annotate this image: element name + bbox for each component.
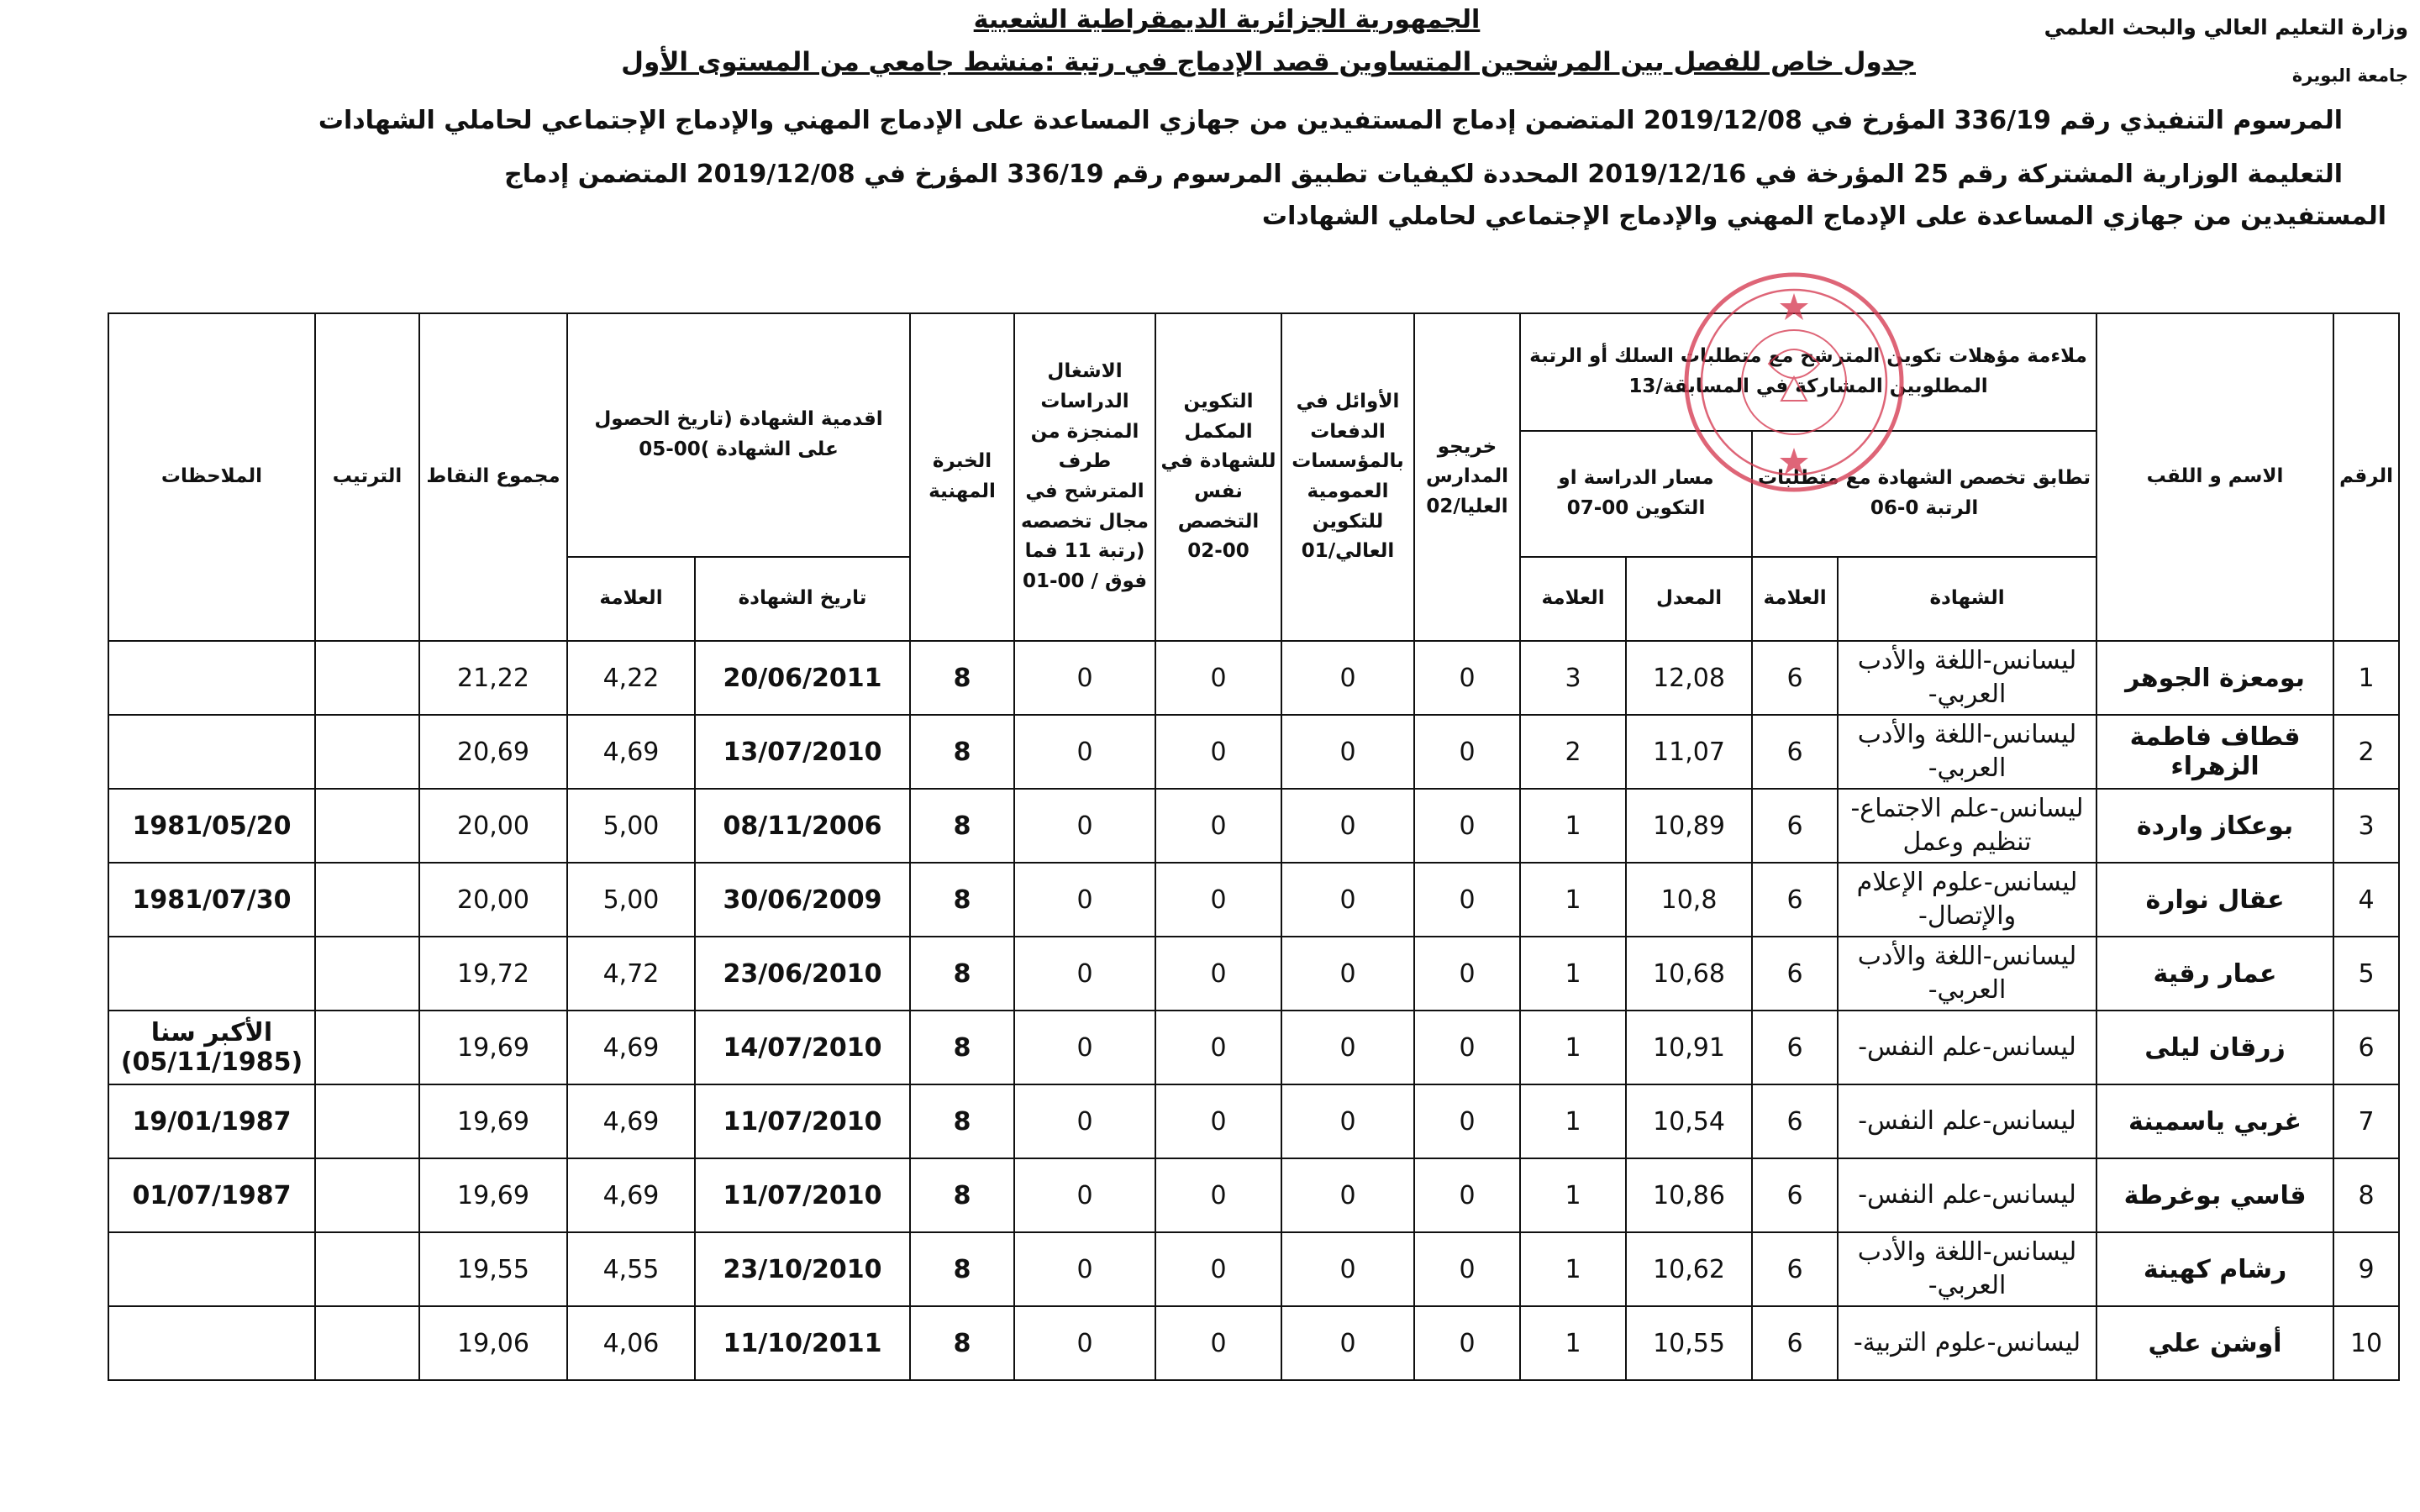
cell-seniority-score: 5,00 (567, 789, 695, 863)
cell-spec-score: 6 (1752, 863, 1838, 937)
cell-experience: 8 (910, 1232, 1014, 1306)
cell-total: 19,69 (419, 1011, 567, 1084)
cell-cert-date: 11/07/2010 (695, 1084, 910, 1158)
cell-average: 10,62 (1626, 1232, 1752, 1306)
table-row (108, 1306, 2399, 1380)
cell-certificate: ليسانس-اللغة والأدب العربي- (1838, 715, 2096, 789)
cell-notes: 19/01/1987 (108, 1084, 315, 1158)
cell-certificate: ليسانس-علم النفس- (1838, 1084, 2096, 1158)
cell-certificate: ليسانس-علم الاجتماع-تنظيم وعمل (1838, 789, 2096, 863)
cell-num: 4 (2333, 863, 2399, 937)
cell-path-score: 2 (1520, 715, 1626, 789)
cell-rank (315, 641, 419, 715)
cell-name: زرقان ليلى (2096, 1011, 2333, 1084)
cell-higher-schools: 0 (1414, 1084, 1520, 1158)
cell-total: 20,69 (419, 715, 567, 789)
table-row (108, 789, 2399, 863)
header-certificate: الشهادة (1838, 557, 2096, 641)
cell-higher-schools: 0 (1414, 1232, 1520, 1306)
cell-total: 20,00 (419, 863, 567, 937)
cell-works: 0 (1014, 1011, 1155, 1084)
cell-spec-score: 6 (1752, 641, 1838, 715)
cell-complementary: 0 (1155, 1306, 1281, 1380)
cell-total: 20,00 (419, 789, 567, 863)
cell-average: 10,91 (1626, 1011, 1752, 1084)
cell-works: 0 (1014, 789, 1155, 863)
cell-cert-date: 08/11/2006 (695, 789, 910, 863)
cell-rank (315, 1158, 419, 1232)
cell-name: بومعزة الجوهر (2096, 641, 2333, 715)
cell-complementary: 0 (1155, 641, 1281, 715)
cell-spec-score: 6 (1752, 1306, 1838, 1380)
cell-complementary: 0 (1155, 1011, 1281, 1084)
cell-higher-schools: 0 (1414, 715, 1520, 789)
cell-complementary: 0 (1155, 715, 1281, 789)
cell-seniority-score: 4,69 (567, 1011, 695, 1084)
cell-seniority-score: 4,69 (567, 1158, 695, 1232)
cell-top-graduates: 0 (1281, 937, 1414, 1011)
cell-path-score: 1 (1520, 1306, 1626, 1380)
cell-path-score: 3 (1520, 641, 1626, 715)
cell-certificate: ليسانس-اللغة والأدب العربي- (1838, 641, 2096, 715)
cell-path-score: 1 (1520, 863, 1626, 937)
cell-spec-score: 6 (1752, 1084, 1838, 1158)
table-row (108, 641, 2399, 715)
cell-top-graduates: 0 (1281, 641, 1414, 715)
cell-works: 0 (1014, 1232, 1155, 1306)
cell-top-graduates: 0 (1281, 715, 1414, 789)
cell-experience: 8 (910, 1158, 1014, 1232)
header-cert-date: تاريخ الشهادة (695, 557, 910, 641)
header-seniority-score: العلامة (567, 557, 695, 641)
cell-notes (108, 1306, 315, 1380)
cell-experience: 8 (910, 1306, 1014, 1380)
header-average: المعدل (1626, 557, 1752, 641)
cell-num: 10 (2333, 1306, 2399, 1380)
cell-works: 0 (1014, 1084, 1155, 1158)
cell-seniority-score: 4,06 (567, 1306, 695, 1380)
cell-complementary: 0 (1155, 937, 1281, 1011)
cell-higher-schools: 0 (1414, 1158, 1520, 1232)
cell-num: 5 (2333, 937, 2399, 1011)
cell-experience: 8 (910, 789, 1014, 863)
table-row (108, 1158, 2399, 1232)
cell-experience: 8 (910, 863, 1014, 937)
cell-seniority-score: 4,69 (567, 1084, 695, 1158)
cell-notes (108, 937, 315, 1011)
cell-name: عقال نوارة (2096, 863, 2333, 937)
cell-works: 0 (1014, 1158, 1155, 1232)
cell-higher-schools: 0 (1414, 937, 1520, 1011)
table-row (108, 937, 2399, 1011)
cell-certificate: ليسانس-علوم الإعلام والإتصال- (1838, 863, 2096, 937)
cell-num: 9 (2333, 1232, 2399, 1306)
cell-top-graduates: 0 (1281, 789, 1414, 863)
cell-works: 0 (1014, 715, 1155, 789)
cell-spec-score: 6 (1752, 1232, 1838, 1306)
cell-spec-score: 6 (1752, 789, 1838, 863)
cell-works: 0 (1014, 863, 1155, 937)
table-row (108, 1232, 2399, 1306)
cell-notes (108, 1232, 315, 1306)
cell-higher-schools: 0 (1414, 789, 1520, 863)
header-total: مجموع النقاط (419, 313, 567, 641)
cell-total: 19,69 (419, 1084, 567, 1158)
cell-name: قاسي بوغرطة (2096, 1158, 2333, 1232)
cell-notes: الأكبر سنا (05/11/1985) (108, 1011, 315, 1084)
cell-complementary: 0 (1155, 1232, 1281, 1306)
cell-total: 21,22 (419, 641, 567, 715)
cell-rank (315, 715, 419, 789)
cell-rank (315, 1232, 419, 1306)
cell-certificate: ليسانس-علوم التربية- (1838, 1306, 2096, 1380)
cell-average: 10,89 (1626, 789, 1752, 863)
cell-seniority-score: 5,00 (567, 863, 695, 937)
table-row (108, 1084, 2399, 1158)
cell-rank (315, 1084, 419, 1158)
cell-notes: 01/07/1987 (108, 1158, 315, 1232)
cell-complementary: 0 (1155, 789, 1281, 863)
cell-num: 3 (2333, 789, 2399, 863)
cell-top-graduates: 0 (1281, 1084, 1414, 1158)
cell-experience: 8 (910, 937, 1014, 1011)
cell-path-score: 1 (1520, 937, 1626, 1011)
cell-name: عمار رقية (2096, 937, 2333, 1011)
university-name: جامعة البويرة (2291, 66, 2408, 86)
table-row (108, 1011, 2399, 1084)
cell-num: 8 (2333, 1158, 2399, 1232)
cell-higher-schools: 0 (1414, 1306, 1520, 1380)
republic-title: الجمهورية الجزائرية الديمقراطية الشعبية (973, 5, 1481, 34)
cell-cert-date: 23/10/2010 (695, 1232, 910, 1306)
cell-complementary: 0 (1155, 1158, 1281, 1232)
cell-num: 2 (2333, 715, 2399, 789)
table-row (108, 863, 2399, 937)
cell-experience: 8 (910, 1084, 1014, 1158)
cell-path-score: 1 (1520, 789, 1626, 863)
cell-complementary: 0 (1155, 1084, 1281, 1158)
cell-name: غربي ياسمينة (2096, 1084, 2333, 1158)
cell-cert-date: 14/07/2010 (695, 1011, 910, 1084)
cell-path-score: 1 (1520, 1084, 1626, 1158)
candidates-table (108, 312, 2400, 1381)
cell-experience: 8 (910, 1011, 1014, 1084)
cell-average: 10,54 (1626, 1084, 1752, 1158)
cell-average: 10,68 (1626, 937, 1752, 1011)
cell-path-score: 1 (1520, 1158, 1626, 1232)
header-path-score: العلامة (1520, 557, 1626, 641)
cell-average: 11,07 (1626, 715, 1752, 789)
cell-num: 7 (2333, 1084, 2399, 1158)
cell-higher-schools: 0 (1414, 641, 1520, 715)
cell-top-graduates: 0 (1281, 863, 1414, 937)
cell-rank (315, 1011, 419, 1084)
ministry-name: وزارة التعليم العالي والبحث العلمي (2044, 15, 2408, 39)
cell-rank (315, 937, 419, 1011)
cell-seniority-score: 4,72 (567, 937, 695, 1011)
cell-experience: 8 (910, 641, 1014, 715)
header-experience: الخبرة المهنية (910, 313, 1014, 641)
cell-spec-score: 6 (1752, 1011, 1838, 1084)
official-seal-icon (1668, 206, 1920, 559)
cell-experience: 8 (910, 715, 1014, 789)
header-top-graduates: الأوائل في الدفعات بالمؤسسات العمومية للتكوين العالي/01 (1281, 313, 1414, 641)
header-suitability: ملاءمة مؤهلات تكوين المترشح مع متطلبات السلك أو الرتبة المطلوبين المشاركة في المسابقة/13 (1520, 313, 2096, 431)
cell-num: 1 (2333, 641, 2399, 715)
cell-cert-date: 20/06/2011 (695, 641, 910, 715)
cell-rank (315, 863, 419, 937)
table-title: جدول خاص للفصل بين المرشحين المتساوين قصد الإدماج في رتبة :منشط جامعي من المستوى الأول (621, 47, 1916, 77)
cell-total: 19,55 (419, 1232, 567, 1306)
cell-certificate: ليسانس-اللغة والأدب العربي- (1838, 1232, 2096, 1306)
cell-seniority-score: 4,69 (567, 715, 695, 789)
cell-path-score: 1 (1520, 1232, 1626, 1306)
header-seniority: اقدمية الشهادة (تاريخ الحصول على الشهادة )00-05 (567, 313, 910, 557)
cell-works: 0 (1014, 1306, 1155, 1380)
cell-average: 10,86 (1626, 1158, 1752, 1232)
header-specialty-match: تطابق تخصص الشهادة مع متطلبات الرتبة 0-06 (1752, 431, 2096, 557)
header-works: الاشغال الدراسات المنجزة من طرف المترشح في مجال تخصصه (رتبة 11 فما فوق / 00-01 (1014, 313, 1155, 641)
cell-notes (108, 715, 315, 789)
header-complementary-training: التكوين المكمل للشهادة في نفس التخصص 00-02 (1155, 313, 1281, 641)
header-notes: الملاحظات (108, 313, 315, 641)
cell-notes: 1981/07/30 (108, 863, 315, 937)
cell-top-graduates: 0 (1281, 1306, 1414, 1380)
header-spec-score: العلامة (1752, 557, 1838, 641)
cell-spec-score: 6 (1752, 1158, 1838, 1232)
cell-certificate: ليسانس-اللغة والأدب العربي- (1838, 937, 2096, 1011)
cell-notes (108, 641, 315, 715)
cell-top-graduates: 0 (1281, 1011, 1414, 1084)
cell-higher-schools: 0 (1414, 1011, 1520, 1084)
cell-num: 6 (2333, 1011, 2399, 1084)
header-higher-schools: خريجو المدارس العليا/02 (1414, 313, 1520, 641)
cell-cert-date: 23/06/2010 (695, 937, 910, 1011)
cell-name: أوشن علي (2096, 1306, 2333, 1380)
cell-total: 19,06 (419, 1306, 567, 1380)
header-num: الرقم (2333, 313, 2399, 641)
cell-rank (315, 1306, 419, 1380)
cell-certificate: ليسانس-علم النفس- (1838, 1158, 2096, 1232)
cell-name: قطاف فاطمة الزهراء (2096, 715, 2333, 789)
header-study-path: مسار الدراسة او التكوين 00-07 (1520, 431, 1752, 557)
cell-notes: 1981/05/20 (108, 789, 315, 863)
cell-top-graduates: 0 (1281, 1158, 1414, 1232)
header-name: الاسم و اللقب (2096, 313, 2333, 641)
cell-path-score: 1 (1520, 1011, 1626, 1084)
cell-spec-score: 6 (1752, 715, 1838, 789)
instruction-reference-line1: التعليمة الوزارية المشتركة رقم 25 المؤرخة في 2019/12/16 المحددة لكيفيات تطبيق المرسوم رقم 336/19 المؤرخ في 2019/12/08 المتضمن إدماج (504, 160, 2343, 189)
cell-certificate: ليسانس-علم النفس- (1838, 1011, 2096, 1084)
cell-average: 10,8 (1626, 863, 1752, 937)
cell-top-graduates: 0 (1281, 1232, 1414, 1306)
cell-total: 19,69 (419, 1158, 567, 1232)
cell-total: 19,72 (419, 937, 567, 1011)
cell-cert-date: 11/10/2011 (695, 1306, 910, 1380)
cell-cert-date: 13/07/2010 (695, 715, 910, 789)
cell-cert-date: 30/06/2009 (695, 863, 910, 937)
cell-seniority-score: 4,22 (567, 641, 695, 715)
cell-spec-score: 6 (1752, 937, 1838, 1011)
cell-rank (315, 789, 419, 863)
cell-name: بوعكاز واردة (2096, 789, 2333, 863)
cell-average: 10,55 (1626, 1306, 1752, 1380)
cell-cert-date: 11/07/2010 (695, 1158, 910, 1232)
cell-seniority-score: 4,55 (567, 1232, 695, 1306)
table-row (108, 715, 2399, 789)
cell-name: رشام كهينة (2096, 1232, 2333, 1306)
instruction-reference-line2: المستفيدين من جهازي المساعدة على الإدماج المهني والإدماج الإجتماعي لحاملي الشهادات (1261, 202, 2386, 231)
cell-works: 0 (1014, 641, 1155, 715)
cell-complementary: 0 (1155, 863, 1281, 937)
decree-reference: المرسوم التنفيذي رقم 336/19 المؤرخ في 2019/12/08 المتضمن إدماج المستفيدين من جهازي المساعدة على الإدماج المهني والإدماج الإجتماعي لحاملي الشهادات (318, 106, 2343, 135)
header-rank: الترتيب (315, 313, 419, 641)
cell-average: 12,08 (1626, 641, 1752, 715)
cell-works: 0 (1014, 937, 1155, 1011)
cell-higher-schools: 0 (1414, 863, 1520, 937)
